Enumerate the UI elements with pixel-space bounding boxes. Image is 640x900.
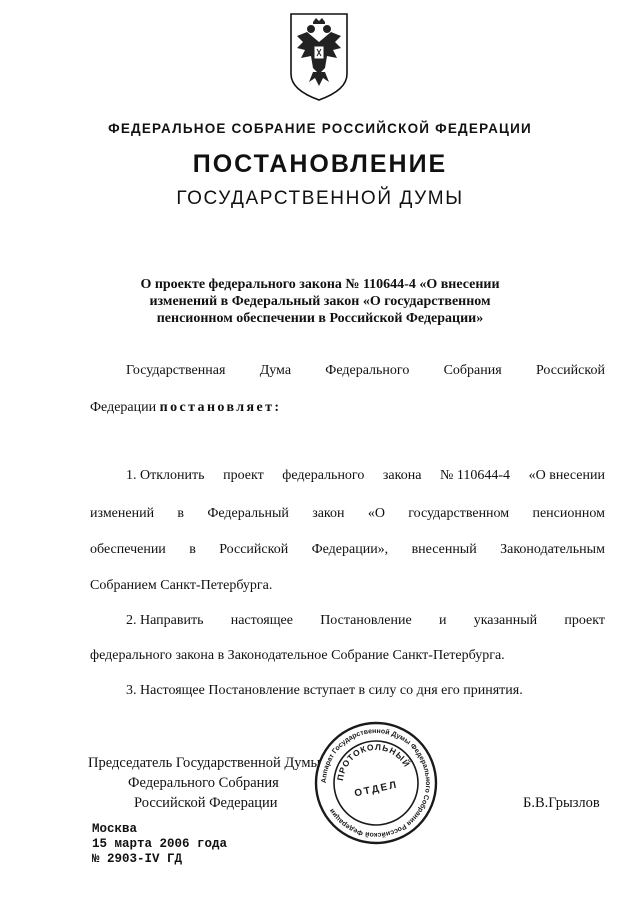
resolves-keyword: постановляет: <box>159 400 282 415</box>
issuing-body-title: ГОСУДАРСТВЕННОЙ ДУМЫ <box>176 188 464 209</box>
item-2-line-2: федерального закона в Законодательное Собрание Санкт-Петербурга. <box>90 648 505 663</box>
item-1-line-3: обеспечении в Российской Федерации», внесенный Законодательным <box>90 542 605 557</box>
document-number: № 2903-IV ГД <box>92 852 183 866</box>
russian-coat-of-arms-icon <box>289 12 349 102</box>
document-date: 15 марта 2006 года <box>92 837 228 851</box>
subject-line-3: пенсионном обеспечении в Российской Федерации» <box>156 311 484 326</box>
item-1-line-1: 1. Отклонить проект федерального закона № 110644-4 «О внесении <box>126 468 605 483</box>
chairman-title-line-1: Председатель Государственной Думы <box>88 755 321 771</box>
chairman-name: Б.В.Грызлов <box>523 795 600 811</box>
preamble-line-2: Федерации постановляет: <box>90 400 282 415</box>
item-1-line-4: Собранием Санкт-Петербурга. <box>90 578 273 593</box>
svg-text:ПРОТОКОЛЬНЫЙ <box>335 742 413 781</box>
item-1-line-2: изменений в Федеральный закон «О государственном пенсионном <box>90 506 605 521</box>
assembly-heading: ФЕДЕРАЛЬНОЕ СОБРАНИЕ РОССИЙСКОЙ ФЕДЕРАЦИИ <box>108 121 532 136</box>
document-type-title: ПОСТАНОВЛЕНИЕ <box>192 150 448 178</box>
official-stamp-seal <box>313 720 439 846</box>
document-city: Москва <box>92 822 138 836</box>
preamble-line-1: Государственная Дума Федерального Собрания Российской <box>126 363 605 378</box>
item-3-line-1: 3. Настоящее Постановление вступает в силу со дня его принятия. <box>126 683 523 698</box>
chairman-title-line-2: Федерального Собрания <box>128 775 279 791</box>
subject-line-1: О проекте федерального закона № 110644-4 «О внесении <box>140 277 500 292</box>
stamp-middle-text: ПРОТОКОЛЬНЫЙ <box>334 741 413 782</box>
subject-line-2: изменений в Федеральный закон «О государственном <box>149 294 491 309</box>
document-subject <box>80 276 560 327</box>
item-2-line-1: 2. Направить настоящее Постановление и указанный проект <box>126 613 605 628</box>
stamp-center-text: ОТДЕЛ <box>353 779 400 800</box>
stamp-outer-text: Аппарат Государственной Думы Федерального Собрания Российской Федерации <box>320 727 432 839</box>
chairman-title-line-3: Российской Федерации <box>134 795 278 811</box>
